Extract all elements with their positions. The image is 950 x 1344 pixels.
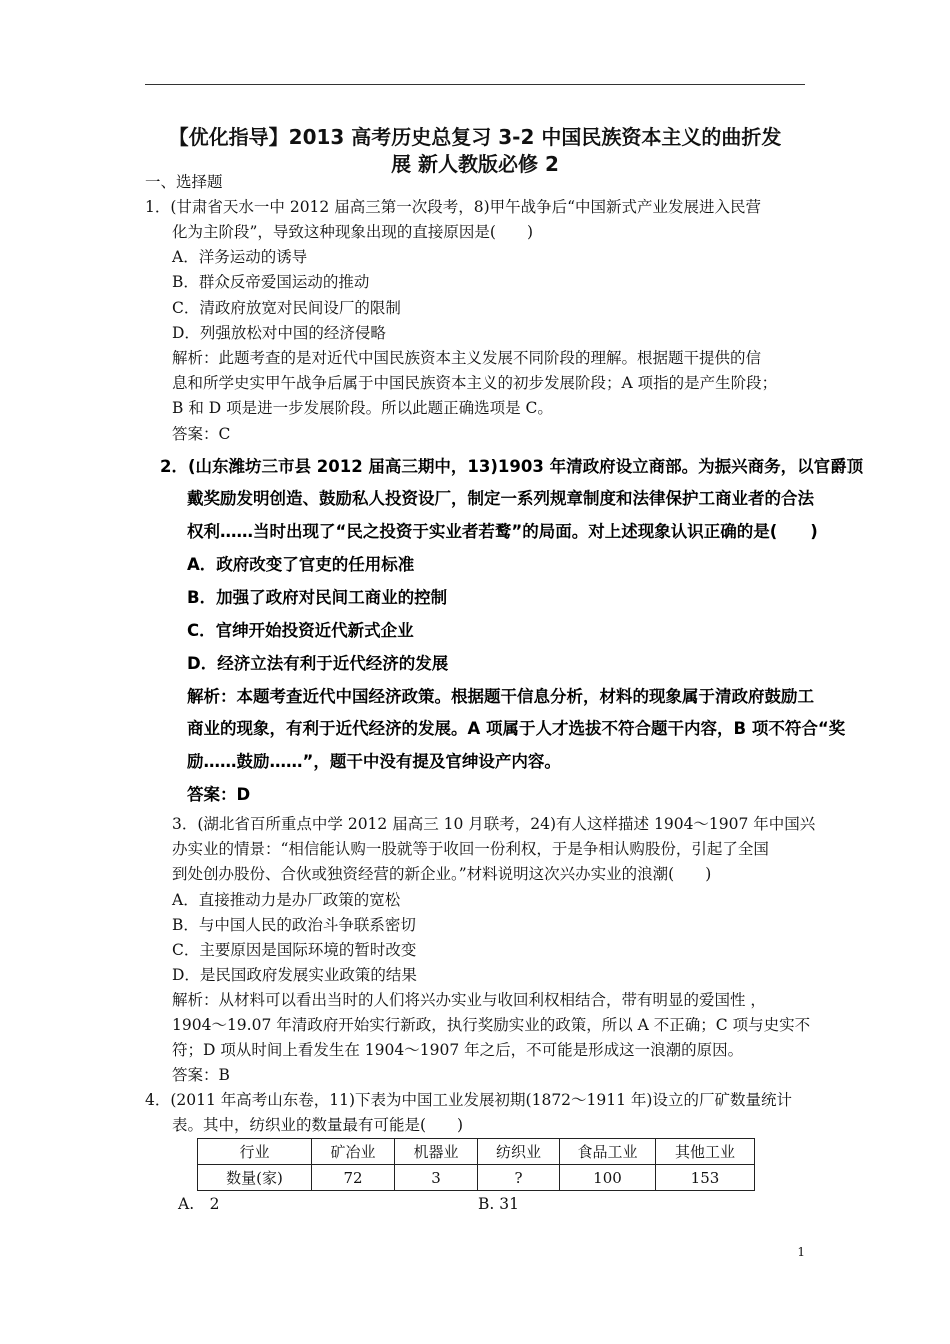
page-title bbox=[145, 124, 805, 178]
q3-option: B．与中国人民的政治斗争联系密切 bbox=[172, 916, 416, 934]
table-cell: 153 bbox=[656, 1165, 755, 1191]
table-cell: ? bbox=[478, 1165, 560, 1191]
table-cell: 其他工业 bbox=[656, 1139, 755, 1165]
table-row bbox=[198, 1165, 755, 1191]
q2-analysis-line: 商业的现象，有利于近代经济的发展。A 项属于人才选拔不符合题干内容，B 项不符合“奖 bbox=[187, 719, 846, 738]
q3-option: C．主要原因是国际环境的暂时改变 bbox=[172, 941, 417, 959]
factory-count-table bbox=[197, 1138, 755, 1191]
q2-answer: 答案：D bbox=[187, 785, 251, 804]
q1-option: A．洋务运动的诱导 bbox=[172, 248, 308, 266]
table-header-row bbox=[198, 1139, 755, 1165]
q2-option: B．加强了政府对民间工商业的控制 bbox=[187, 588, 448, 607]
q1-option: B．群众反帝爱国运动的推动 bbox=[172, 273, 370, 291]
table-cell: 行业 bbox=[198, 1139, 312, 1165]
q1-stem-line: 化为主阶段”，导致这种现象出现的直接原因是( ) bbox=[172, 223, 534, 241]
q3-analysis-line: 1904～19.07 年清政府开始实行新政，执行奖励实业的政策，所以 A 不正确；C 项与史实不 bbox=[172, 1016, 811, 1034]
q3-analysis-line: 解析：从材料可以看出当时的人们将兴办实业与收回利权相结合，带有明显的爱国性 ， bbox=[172, 991, 766, 1009]
table-cell: 3 bbox=[395, 1165, 478, 1191]
q4-option: B. 31 bbox=[478, 1195, 519, 1213]
q1-answer: 答案：C bbox=[172, 425, 231, 443]
q2-stem-line: 戴奖励发明创造、鼓励私人投资设厂，制定一系列规章制度和法律保护工商业者的合法 bbox=[187, 489, 814, 508]
q2-option: C．官绅开始投资近代新式企业 bbox=[187, 621, 414, 640]
q2-option: D．经济立法有利于近代经济的发展 bbox=[187, 654, 449, 673]
q3-option: A．直接推动力是办厂政策的宽松 bbox=[172, 891, 401, 909]
q2-option: A．政府改变了官吏的任用标准 bbox=[187, 555, 415, 574]
table-cell: 100 bbox=[560, 1165, 656, 1191]
q1-analysis-line: B 和 D 项是进一步发展阶段。所以此题正确选项是 C。 bbox=[172, 399, 553, 417]
q4-option: A. 2 bbox=[178, 1195, 220, 1213]
table-cell: 72 bbox=[312, 1165, 395, 1191]
title-line-2: 展 新人教版必修 2 bbox=[391, 152, 559, 176]
q1-option: D．列强放松对中国的经济侵略 bbox=[172, 324, 386, 342]
q3-stem-line: 办实业的情景：“相信能认购一股就等于收回一份利权，于是争相认购股份，引起了全国 bbox=[172, 840, 769, 858]
table-cell: 数量(家) bbox=[198, 1165, 312, 1191]
q2-stem-line: 权利……当时出现了“民之投资于实业者若鹜”的局面。对上述现象认识正确的是( ) bbox=[187, 522, 818, 541]
q1-analysis-line: 息和所学史实甲午战争后属于中国民族资本主义的初步发展阶段；A 项指的是产生阶段； bbox=[172, 374, 778, 392]
q2-stem-line: 2．(山东潍坊三市县 2012 届高三期中，13)1903 年清政府设立商部。为振兴商务，以官爵顶 bbox=[160, 457, 864, 476]
q2-analysis-line: 解析：本题考查近代中国经济政策。根据题干信息分析，材料的现象属于清政府鼓励工 bbox=[187, 687, 814, 706]
table-cell: 纺织业 bbox=[478, 1139, 560, 1165]
q1-analysis-line: 解析：此题考查的是对近代中国民族资本主义发展不同阶段的理解。根据题干提供的信 bbox=[172, 349, 762, 367]
header-rule bbox=[145, 84, 805, 85]
title-line-1: 【优化指导】2013 高考历史总复习 3-2 中国民族资本主义的曲折发 bbox=[168, 125, 782, 149]
q3-stem-line: 3．(湖北省百所重点中学 2012 届高三 10 月联考，24)有人这样描述 1904～1907 年中国兴 bbox=[172, 815, 816, 833]
q3-option: D．是民国政府发展实业政策的结果 bbox=[172, 966, 417, 984]
q3-answer: 答案：B bbox=[172, 1066, 230, 1084]
table-cell: 矿冶业 bbox=[312, 1139, 395, 1165]
q2-analysis-line: 励……鼓励……”，题干中没有提及官绅设产内容。 bbox=[187, 752, 561, 771]
q1-option: C．清政府放宽对民间设厂的限制 bbox=[172, 299, 401, 317]
q4-stem-line: 4．(2011 年高考山东卷，11)下表为中国工业发展初期(1872～1911 年)设立的厂矿数量统计 bbox=[145, 1091, 792, 1109]
table-cell: 食品工业 bbox=[560, 1139, 656, 1165]
q3-stem-line: 到处创办股份、合伙或独资经营的新企业。”材料说明这次兴办实业的浪潮( ) bbox=[172, 865, 712, 883]
table-cell: 机器业 bbox=[395, 1139, 478, 1165]
q3-analysis-line: 符；D 项从时间上看发生在 1904～1907 年之后，不可能是形成这一浪潮的原因。 bbox=[172, 1041, 744, 1059]
page-number: 1 bbox=[797, 1245, 805, 1259]
q1-stem-line: 1．(甘肃省天水一中 2012 届高三第一次段考，8)甲午战争后“中国新式产业发展进入民营 bbox=[145, 198, 762, 216]
section-heading: 一、选择题 bbox=[145, 173, 223, 191]
q4-stem-line: 表。其中，纺织业的数量最有可能是( ) bbox=[172, 1116, 464, 1134]
